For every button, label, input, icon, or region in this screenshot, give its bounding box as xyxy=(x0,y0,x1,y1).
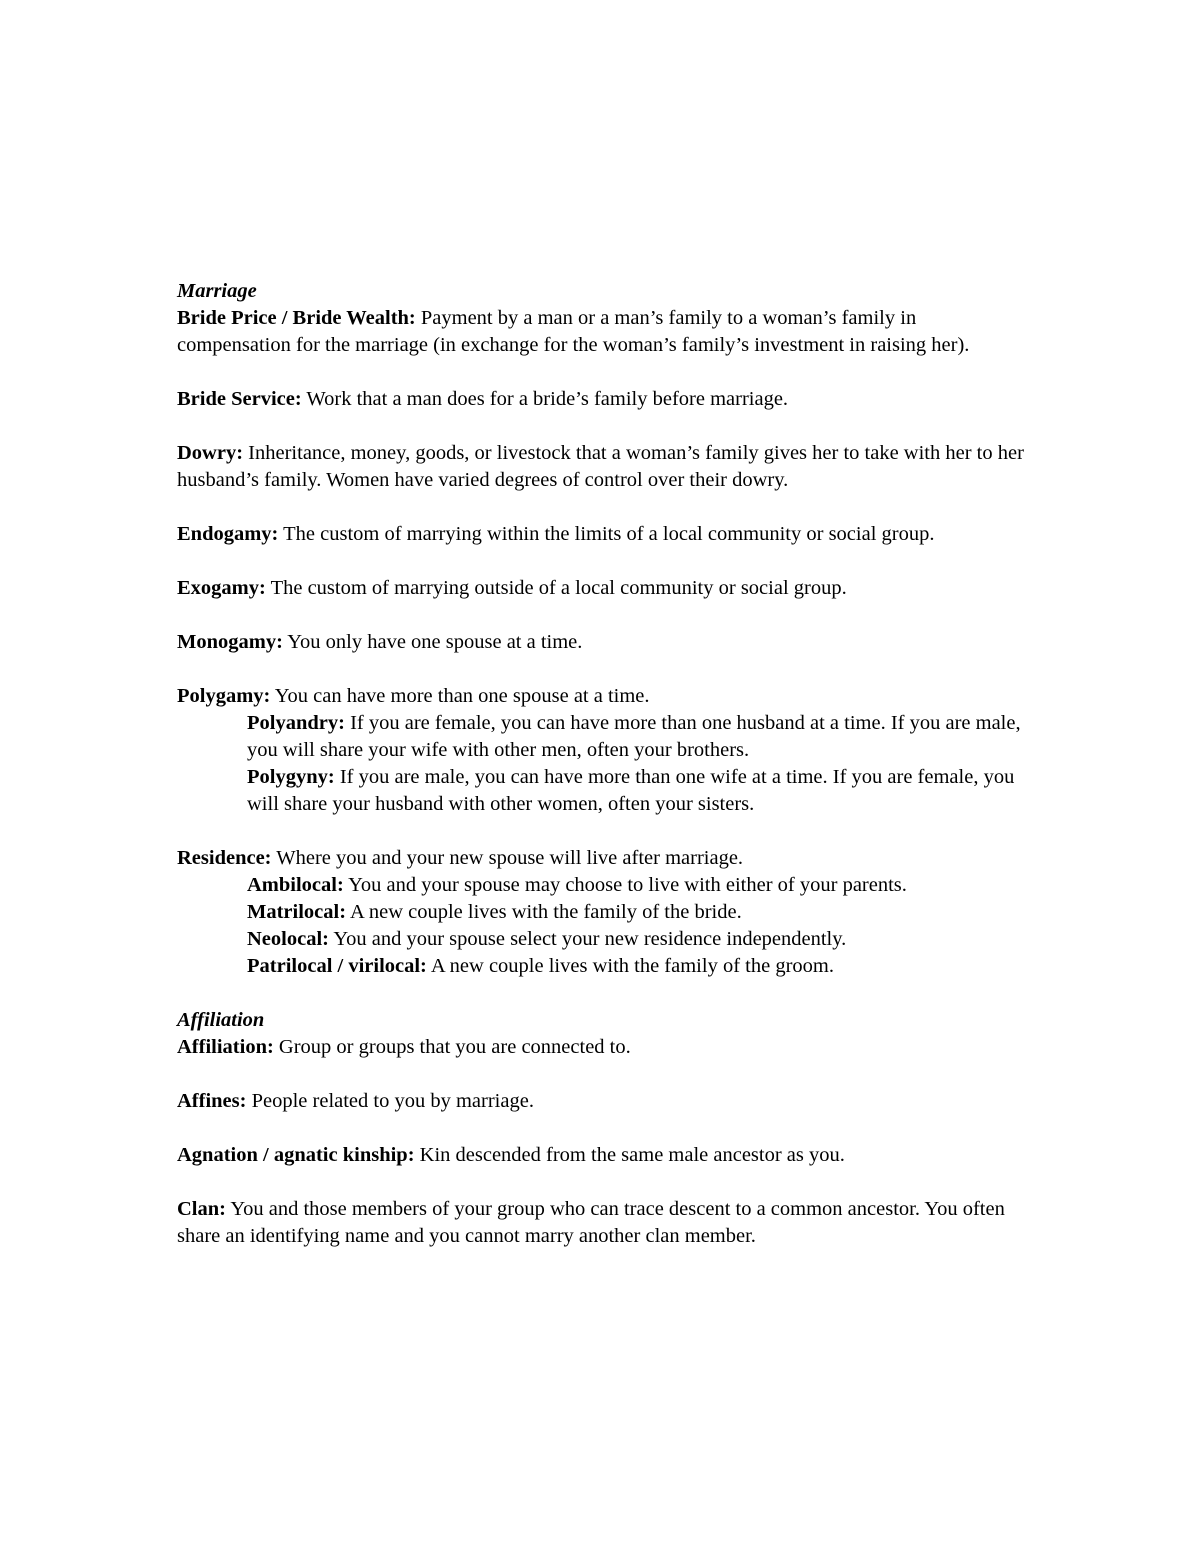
term: Exogamy: xyxy=(177,577,266,599)
term: Patrilocal / virilocal: xyxy=(247,955,427,977)
section-heading-marriage: Marriage xyxy=(177,280,257,302)
term: Bride Price / Bride Wealth: xyxy=(177,307,416,329)
entry-polygyny xyxy=(177,764,1027,818)
term: Polygamy: xyxy=(177,685,271,707)
definition: Payment by a man or a man’s family to a woman’s family in compensation for the marriage (in exchange for the woman’s family’s investment in raising her). xyxy=(177,307,970,356)
term: Affines: xyxy=(177,1090,247,1112)
term: Residence: xyxy=(177,847,272,869)
term: Bride Service: xyxy=(177,388,302,410)
term: Matrilocal: xyxy=(247,901,347,923)
entry-neolocal xyxy=(177,926,1027,953)
definition: If you are male, you can have more than one wife at a time. If you are female, you will share your husband with other women, often your sisters. xyxy=(247,766,1015,815)
entry-agnation xyxy=(177,1142,1027,1169)
definition: Kin descended from the same male ancestor as you. xyxy=(414,1144,845,1166)
definition: People related to you by marriage. xyxy=(246,1090,534,1112)
term: Polygyny: xyxy=(247,766,335,788)
definition: You and your spouse may choose to live with either of your parents. xyxy=(343,874,907,896)
entry-affiliation xyxy=(177,1034,1027,1061)
entry-patrilocal xyxy=(177,953,1027,980)
entry-clan xyxy=(177,1196,1027,1250)
term: Monogamy: xyxy=(177,631,283,653)
definition: Work that a man does for a bride’s family before marriage. xyxy=(301,388,789,410)
term: Polyandry: xyxy=(247,712,345,734)
entry-polygamy xyxy=(177,683,1027,710)
document-page xyxy=(177,278,1027,1250)
entry-polyandry xyxy=(177,710,1027,764)
entry-residence xyxy=(177,845,1027,872)
definition: You and those members of your group who can trace descent to a common ancestor. You often share an identifying name and you cannot marry another clan member. xyxy=(177,1198,1005,1247)
definition: If you are female, you can have more than one husband at a time. If you are male, you will share your wife with other men, often your brothers. xyxy=(247,712,1021,761)
term: Endogamy: xyxy=(177,523,279,545)
entry-matrilocal xyxy=(177,899,1027,926)
entry-dowry xyxy=(177,440,1027,494)
term: Neolocal: xyxy=(247,928,329,950)
entry-affines xyxy=(177,1088,1027,1115)
definition: You only have one spouse at a time. xyxy=(282,631,583,653)
entry-ambilocal xyxy=(177,872,1027,899)
definition: You can have more than one spouse at a time. xyxy=(270,685,650,707)
definition: Inheritance, money, goods, or livestock that a woman’s family gives her to take with her to her husband’s family. Women have varied degrees of control over their dowry. xyxy=(177,442,1024,491)
definition: Group or groups that you are connected to. xyxy=(273,1036,631,1058)
term: Affiliation: xyxy=(177,1036,274,1058)
term: Agnation / agnatic kinship: xyxy=(177,1144,415,1166)
section-heading-affiliation: Affiliation xyxy=(177,1009,265,1031)
term: Ambilocal: xyxy=(247,874,344,896)
term: Clan: xyxy=(177,1198,226,1220)
entry-bride-price xyxy=(177,305,1027,359)
definition: The custom of marrying within the limits of a local community or social group. xyxy=(278,523,935,545)
term: Dowry: xyxy=(177,442,244,464)
entry-bride-service xyxy=(177,386,1027,413)
definition: The custom of marrying outside of a local community or social group. xyxy=(265,577,847,599)
entry-monogamy xyxy=(177,629,1027,656)
definition: Where you and your new spouse will live after marriage. xyxy=(271,847,744,869)
definition: A new couple lives with the family of the bride. xyxy=(346,901,742,923)
definition: A new couple lives with the family of the groom. xyxy=(426,955,834,977)
definition: You and your spouse select your new residence independently. xyxy=(328,928,847,950)
entry-endogamy xyxy=(177,521,1027,548)
entry-exogamy xyxy=(177,575,1027,602)
